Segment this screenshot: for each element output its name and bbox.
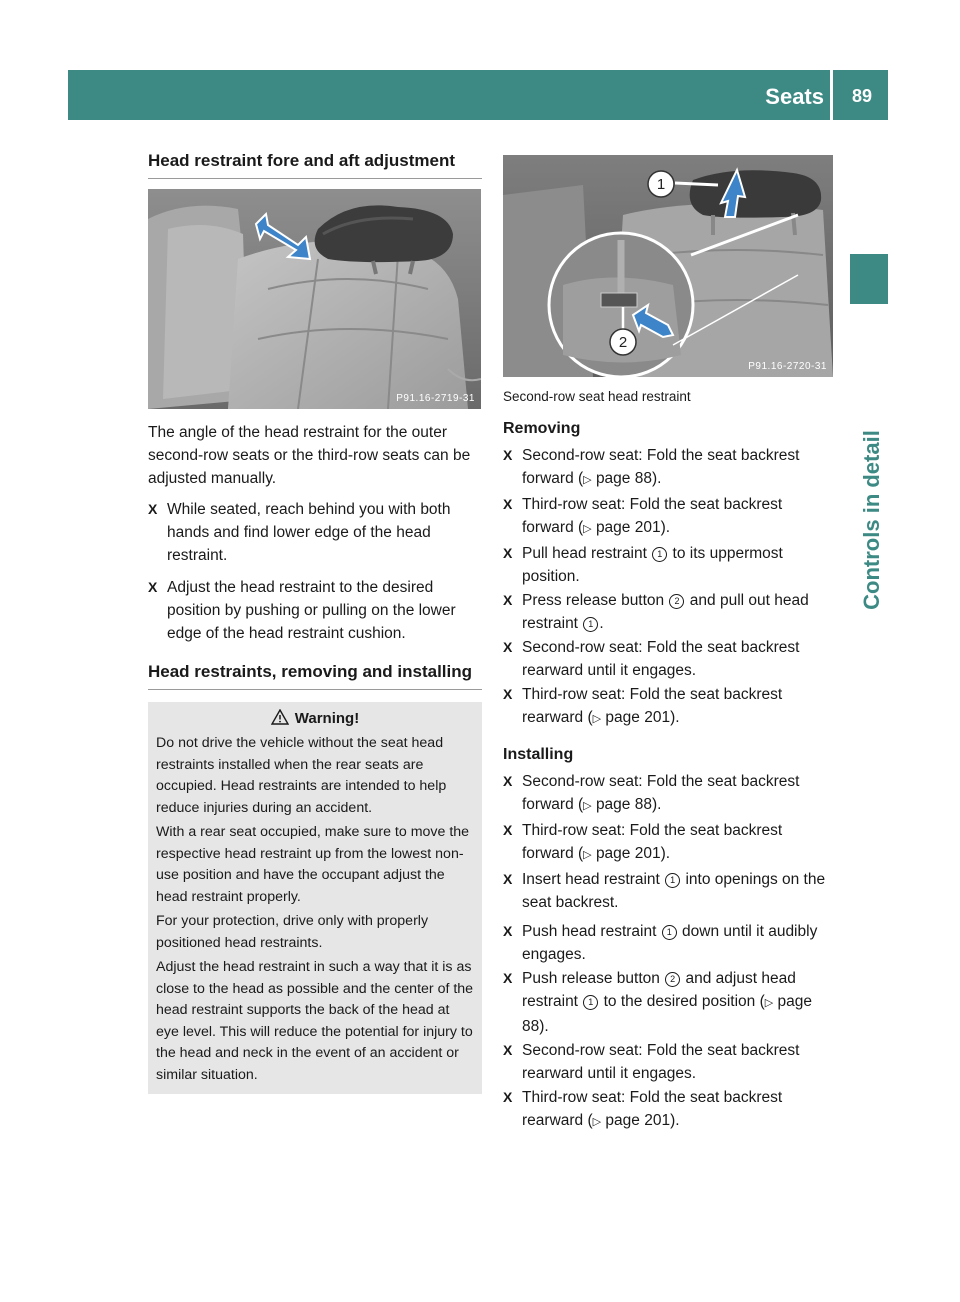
removing-steps	[503, 444, 836, 731]
page-ref-arrow: ▷	[583, 523, 592, 535]
page-ref-arrow: ▷	[583, 474, 592, 486]
step-item	[503, 868, 836, 914]
step-text: and adjust head restraint	[522, 970, 796, 1010]
step-item	[503, 819, 836, 867]
subheading-removing: Removing	[503, 420, 581, 437]
step-text: to its uppermost position.	[522, 545, 783, 585]
step-item	[503, 683, 836, 731]
step-item	[503, 542, 836, 588]
step-item	[503, 920, 836, 966]
page-ref[interactable]: page 201).	[595, 519, 671, 536]
side-tab-label	[855, 310, 889, 730]
fore-aft-steps	[148, 498, 482, 645]
callout-2-label: 2	[618, 334, 628, 351]
removal-photo	[503, 155, 833, 377]
callout-1-label: 1	[656, 176, 666, 193]
installing-steps	[503, 770, 836, 1134]
marker-2: 2	[665, 972, 680, 987]
step-text: Insert head restraint	[522, 871, 665, 888]
heading-rule	[148, 178, 482, 179]
image-caption: Second-row seat head restraint	[503, 389, 691, 404]
fore-aft-photo	[148, 189, 481, 409]
warning-paragraph: For your protection, drive only with properly positioned head restraints.	[156, 913, 429, 951]
page-ref-arrow: ▷	[592, 1116, 602, 1128]
warning-title-text: Warning!	[294, 710, 360, 727]
step-text: Push release button	[522, 970, 665, 987]
warning-title	[156, 708, 474, 730]
step-item	[503, 770, 836, 818]
step-item	[503, 589, 836, 635]
page-ref[interactable]: page 201).	[605, 1112, 680, 1129]
left-column	[148, 150, 482, 1094]
step-text: Pull head restraint	[522, 545, 652, 562]
page-ref[interactable]: page 88).	[595, 470, 662, 487]
step-item	[503, 444, 836, 492]
step-text: Push head restraint	[522, 923, 661, 940]
header-title: Seats	[765, 84, 824, 109]
step-item: X Adjust the head restraint to the desired position by pushing or pulling on the lower edge of the head restraint cushion.	[148, 576, 482, 645]
section-heading-removing-installing: Head restraints, removing and installing	[148, 662, 473, 681]
heading-rule	[148, 689, 482, 690]
step-text: .	[599, 615, 604, 632]
subheading-installing: Installing	[503, 746, 574, 763]
step-text: down until it audibly engages.	[522, 923, 818, 963]
step-item	[503, 967, 836, 1038]
section-heading-fore-aft: Head restraint fore and aft adjustment	[148, 151, 456, 170]
page-ref[interactable]: page 201).	[595, 845, 671, 862]
step-item: X Second-row seat: Fold the seat backrest rearward until it engages.	[503, 1039, 836, 1085]
page-ref[interactable]: page 88).	[595, 796, 662, 813]
marker-1: 1	[583, 995, 598, 1010]
step-text: Third-row seat: Fold the seat backrest forward (	[522, 496, 783, 536]
warning-box	[148, 702, 482, 1094]
side-tab-marker	[850, 254, 888, 304]
marker-2: 2	[669, 594, 684, 609]
seat-illustration-2	[503, 155, 833, 377]
image-code: P91.16-2720-31	[748, 361, 827, 372]
page-ref-arrow: ▷	[583, 800, 592, 812]
step-text: Second-row seat: Fold the seat backrest forward (	[522, 447, 800, 487]
marker-1: 1	[652, 547, 667, 562]
page-ref-arrow: ▷	[592, 713, 602, 725]
step-item: X Second-row seat: Fold the seat backrest rearward until it engages.	[503, 636, 836, 682]
step-item	[503, 1086, 836, 1134]
step-text: into openings on the seat backrest.	[522, 871, 826, 911]
warning-paragraph: Adjust the head restraint in such a way that it is as close to the head as possible and the center of the head restraint supports the back of the head at eye level. This will reduce the potential for injury to the head and neck in the event of an accident or similar situation.	[156, 959, 474, 1083]
step-text: Third-row seat: Fold the seat backrest forward (	[522, 822, 783, 862]
intro-paragraph: The angle of the head restraint for the outer second-row seats or the third-row seats can be adjusted manually.	[148, 424, 471, 487]
step-text: and pull out head restraint	[522, 592, 809, 632]
marker-1: 1	[583, 617, 598, 632]
page-ref[interactable]: page 201).	[605, 709, 680, 726]
marker-1: 1	[662, 925, 677, 940]
warning-paragraph: Do not drive the vehicle without the seat head restraints installed when the rear seats are occupied. Head restraints are intended to help reduce injuries during an accident.	[156, 735, 447, 816]
side-tab-text: Controls in detail	[859, 430, 884, 610]
page-ref[interactable]: page 88).	[522, 993, 813, 1035]
step-text: Third-row seat: Fold the seat backrest rearward (	[522, 686, 783, 726]
warning-paragraph: With a rear seat occupied, make sure to move the respective head restraint up from the lowest non-use position and have the occupant adjust the head restraint properly.	[156, 824, 470, 905]
step-item: X While seated, reach behind you with both hands and find lower edge of the head restraint.	[148, 498, 482, 567]
step-text: Second-row seat: Fold the seat backrest forward (	[522, 773, 800, 813]
page-header-bar	[68, 70, 888, 120]
seat-illustration-1	[148, 189, 481, 409]
page-ref-arrow: ▷	[764, 997, 774, 1009]
step-text: Press release button	[522, 592, 669, 609]
step-item	[503, 493, 836, 541]
step-text: to the desired position (	[599, 993, 765, 1010]
right-column	[503, 150, 836, 1134]
header-divider	[830, 70, 833, 120]
step-text: Third-row seat: Fold the seat backrest rearward (	[522, 1089, 783, 1129]
image-code: P91.16-2719-31	[396, 393, 475, 404]
page-number: 89	[851, 86, 872, 106]
warning-triangle-icon	[271, 709, 289, 725]
marker-1: 1	[665, 873, 680, 888]
page-ref-arrow: ▷	[583, 849, 592, 861]
